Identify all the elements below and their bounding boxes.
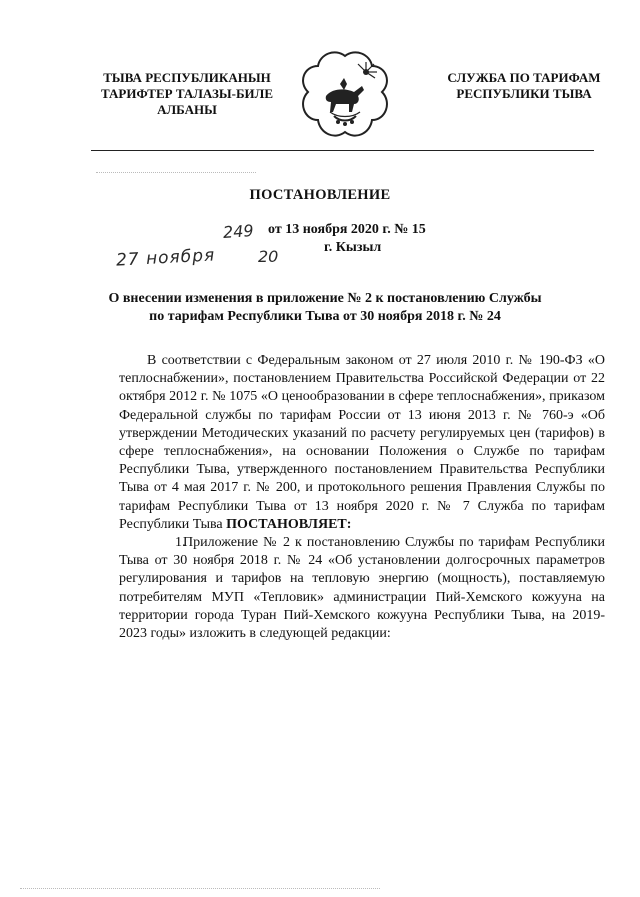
agency-name-russian — [434, 70, 614, 102]
scan-artifact — [96, 172, 256, 173]
document-subject-line: по тарифам Республики Тыва от 30 ноября 2018 г. № 24 — [149, 309, 501, 324]
item-1-paragraph — [119, 534, 605, 643]
agency-name-tuvan-line: ТЫВА РЕСПУБЛИКАНЫН — [103, 70, 271, 85]
item-1-number: 1. — [175, 535, 186, 551]
handwritten-registration-year: 20 — [258, 247, 279, 266]
header-divider — [91, 150, 594, 151]
tuva-coat-of-arms-icon — [300, 50, 390, 142]
item-1-text: Приложение № 2 к постановлению Службы по тарифам Республики Тыва от 30 ноября 2018 г. № 24 «Об установлении долгосрочных параметров регулирования и тарифов на тепловую энергию (мощность), поставляемую потребителям МУП «Тепловик» администрации Пий-Хемского кожууна на территории города Туран Пий-Хемского кожууна Республики Тыва, на 2019-2023 годы» изложить в следующей редакции: — [119, 535, 605, 642]
document-date-number: от 13 ноября 2020 г. № 15 — [268, 222, 426, 237]
document-subject-line: О внесении изменения в приложение № 2 к постановлению Службы — [108, 291, 542, 306]
scan-artifact — [20, 888, 380, 889]
document-type-title: ПОСТАНОВЛЕНИЕ — [249, 187, 391, 203]
document-subject — [80, 290, 570, 326]
handwritten-registration-number: 249 — [222, 220, 255, 243]
document-body — [119, 352, 605, 643]
document-city: г. Кызыл — [324, 240, 382, 255]
preamble-paragraph — [119, 352, 605, 534]
handwritten-registration-date: 27 ноября — [115, 245, 216, 271]
agency-name-russian-line: РЕСПУБЛИКИ ТЫВА — [456, 86, 592, 101]
resolves-keyword: ПОСТАНОВЛЯЕТ: — [226, 516, 352, 532]
agency-name-tuvan-line: ТАРИФТЕР ТАЛАЗЫ-БИЛЕ — [100, 86, 274, 101]
preamble-text: В соответствии с Федеральным законом от 27 июля 2010 г. № 190-ФЗ «О теплоснабжении», постановлением Правительства Российской Федерации от 22 октября 2012 г. № 1075 «О ценообразовании в сфере теплоснабжения», приказом Федеральной службы по тарифам России от 13 июня 2013 г. № 760-э «Об утверждении Методических указаний по расчету регулируемых цен (тарифов) в сфере теплоснабжения», на основании Положения о Службе по тарифам Республики Тыва, утвержденного постановлением Правительства Республики Тыва от 4 мая 2017 г. № 200, и протокольного решения Правления Службы по тарифам Республики Тыва от 13 ноября 2020 г. № 7 Служба по тарифам Республики Тыва — [119, 353, 605, 532]
agency-name-tuvan — [92, 70, 282, 118]
agency-name-tuvan-line: АЛБАНЫ — [157, 102, 217, 117]
agency-name-russian-line: СЛУЖБА ПО ТАРИФАМ — [447, 70, 601, 85]
